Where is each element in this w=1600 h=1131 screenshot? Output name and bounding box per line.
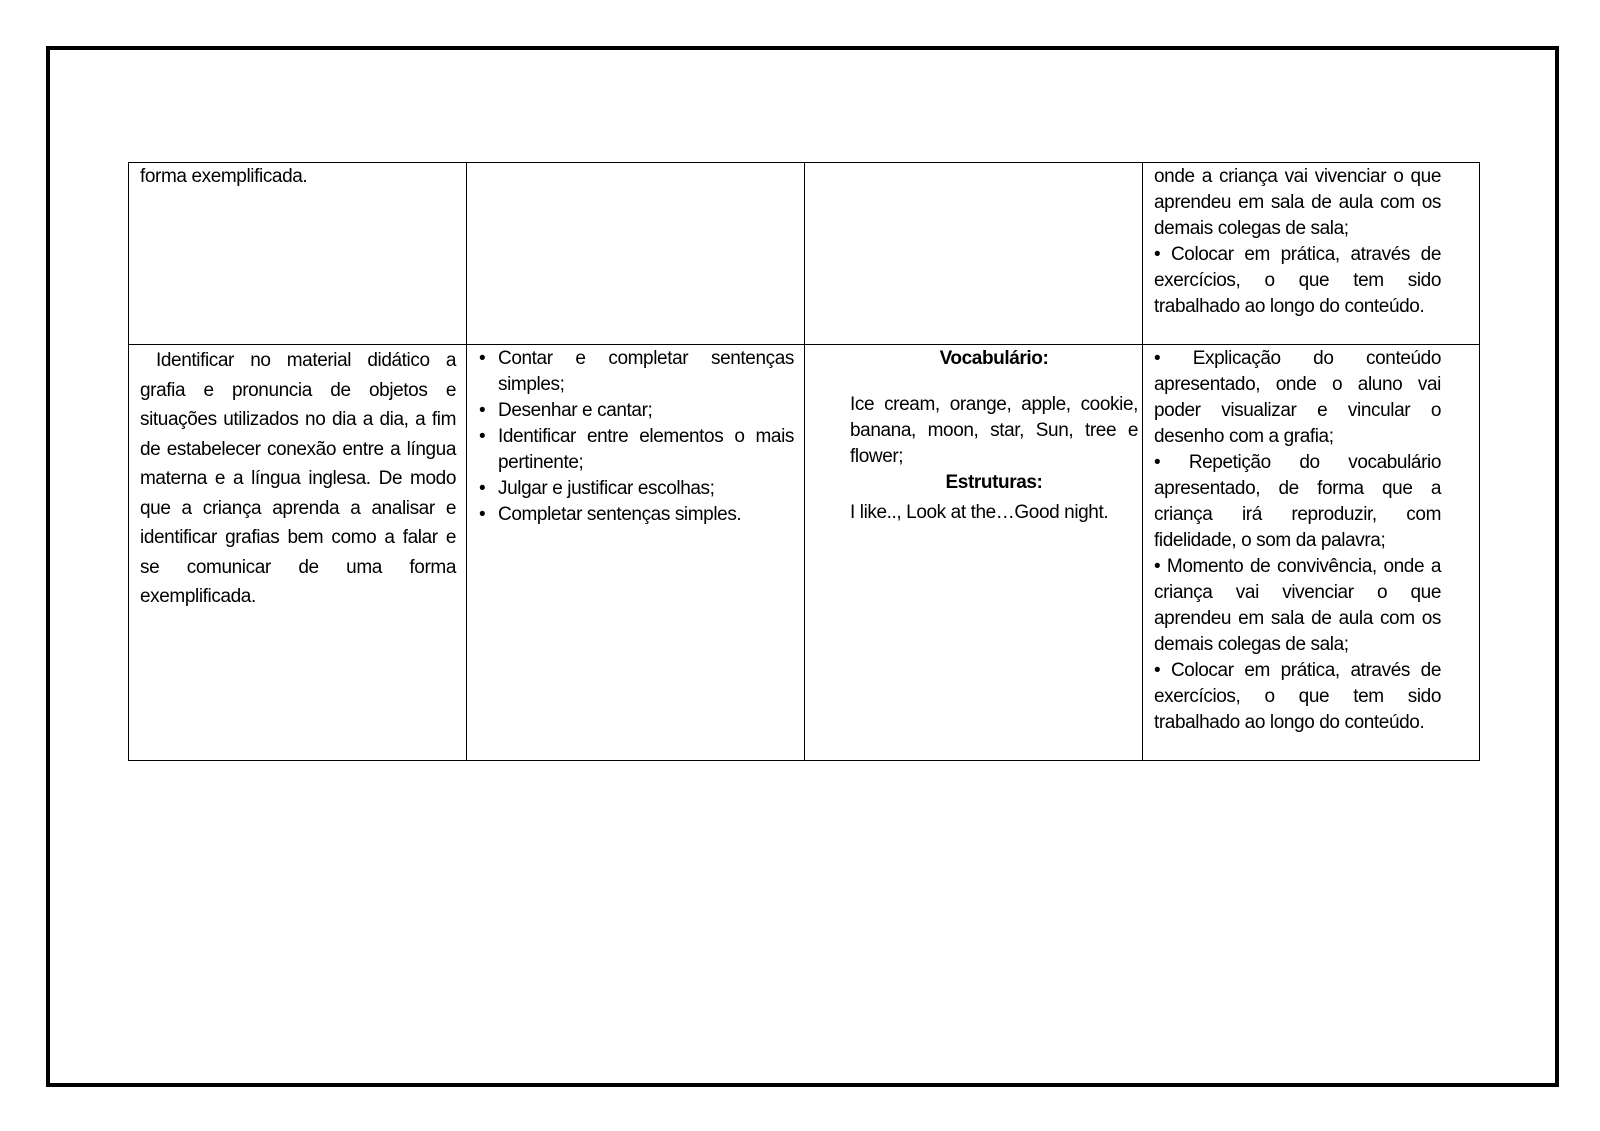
cell-activities — [467, 345, 805, 761]
list-item-text: Julgar e justificar escolhas; — [498, 478, 715, 499]
list-item — [478, 424, 794, 476]
methodology-paragraph: • Colocar em prática, através de exercícios, o que tem sido trabalhado ao longo do conteúdo. — [1154, 244, 1441, 317]
cell-activities — [467, 163, 805, 345]
lesson-plan-table — [128, 162, 1480, 761]
objectives-text: Identificar no material didático a grafia e pronuncia de objetos e situações utilizados no dia a dia, a fim de estabelecer conexão entre a língua materna e a língua inglesa. De modo que a criança aprenda a analisar e identificar grafias bem como a falar e se comunicar de uma forma exemplificada. — [140, 350, 456, 607]
table-row — [129, 163, 1480, 345]
list-item-text: Contar e completar sentenças simples; — [498, 348, 794, 395]
table-row — [129, 345, 1480, 761]
list-item-text: Completar sentenças simples. — [498, 504, 742, 525]
bullet-icon: • — [479, 348, 486, 369]
vocabulary-text: Ice cream, orange, apple, cookie, banana, moon, star, Sun, tree e flower; — [850, 394, 1138, 467]
cell-content — [805, 163, 1143, 345]
cell-methodology — [1143, 163, 1480, 345]
list-item-text: Identificar entre elementos o mais pertinente; — [498, 426, 794, 473]
methodology-paragraph: • Repetição do vocabulário apresentado, de forma que a criança irá reproduzir, com fidelidade, o som da palavra; — [1154, 452, 1441, 551]
methodology-paragraph: • Momento de convivência, onde a criança vai vivenciar o que aprendeu em sala de aula com os demais colegas de sala; — [1154, 556, 1441, 655]
structures-heading: Estruturas: — [945, 472, 1043, 493]
bullet-icon: • — [479, 504, 486, 525]
cell-objectives — [129, 345, 467, 761]
bullet-icon: • — [479, 478, 486, 499]
list-item — [478, 346, 794, 398]
list-item — [478, 398, 794, 424]
methodology-paragraph: onde a criança vai vivenciar o que aprendeu em sala de aula com os demais colegas de sala; — [1154, 166, 1441, 239]
activities-list — [478, 346, 794, 528]
cell-objectives — [129, 163, 467, 345]
list-item — [478, 502, 794, 528]
vocabulary-heading: Vocabulário: — [939, 348, 1049, 369]
list-item-text: Desenhar e cantar; — [498, 400, 653, 421]
list-item — [478, 476, 794, 502]
structures-text: I like.., Look at the…Good night. — [850, 502, 1109, 523]
methodology-paragraph: • Explicação do conteúdo apresentado, onde o aluno vai poder visualizar e vincular o desenho com a grafia; — [1154, 348, 1441, 447]
bullet-icon: • — [479, 426, 486, 447]
methodology-paragraph: • Colocar em prática, através de exercícios, o que tem sido trabalhado ao longo do conteúdo. — [1154, 660, 1441, 733]
bullet-icon: • — [479, 400, 486, 421]
cell-content — [805, 345, 1143, 761]
objectives-text: forma exemplificada. — [140, 166, 308, 187]
cell-methodology — [1143, 345, 1480, 761]
